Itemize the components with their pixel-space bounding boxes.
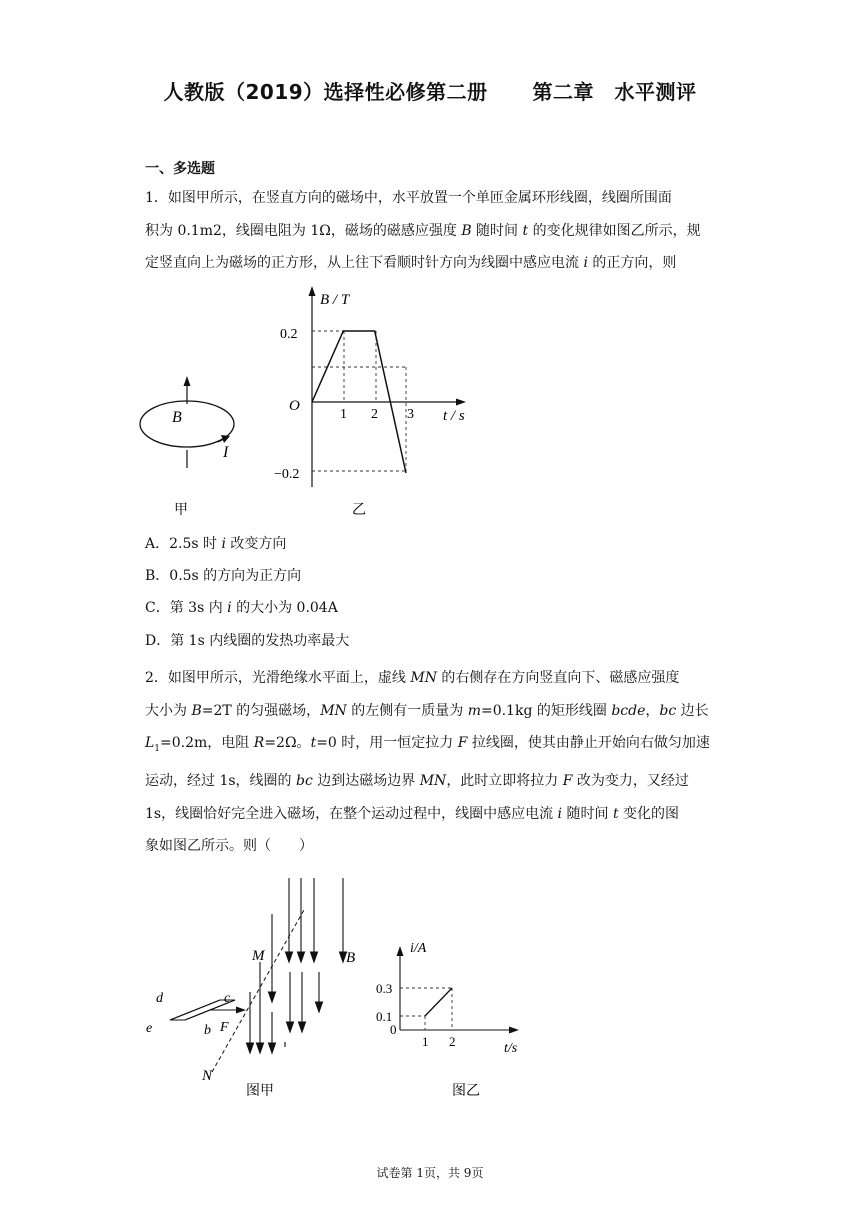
- title-part1: 人教版（2019）选择性必修第二册: [163, 80, 488, 104]
- question-1-text: 1．如图甲所示，在竖直方向的磁场中，水平放置一个单匝金属环形线圈，线圈所围面 积为 0.1m2，线圈电阻为 1Ω，磁场的磁感应强度 B 随时间 t 的变化规律如图乙所示，规 定竖直向上为磁场的正方形，从上往下看顺时针方向为线圈中感应电流 i 的正方向，则: [145, 190, 701, 271]
- it-ytick-03: 0.3: [376, 981, 393, 996]
- fig-yi-caption: 图乙: [452, 1084, 480, 1099]
- q1-option-d: D．第 1s 内线圈的发热功率最大: [145, 633, 350, 649]
- bt-xtick-2: 2: [371, 407, 378, 422]
- title-part2: 第二章 水平测评: [532, 80, 697, 104]
- q1-option-c: C．第 3s 内 i 的大小为 0.04A: [145, 600, 338, 616]
- it-ylabel: i/A: [410, 941, 427, 956]
- q1-figure-ring: [130, 372, 260, 522]
- label-N: N: [202, 1068, 213, 1084]
- page-title: [0, 76, 860, 105]
- it-ytick-01: 0.1: [376, 1009, 393, 1024]
- q1-option-a: A．2.5s 时 i 改变方向: [145, 536, 287, 552]
- label-c: c: [224, 991, 231, 1006]
- q1-option-b: B．0.5s 的方向为正方向: [145, 568, 302, 584]
- label-b: b: [204, 1023, 211, 1038]
- label-M: M: [252, 948, 265, 964]
- it-xlabel: t/s: [504, 1041, 518, 1056]
- bt-ytick-neg: −0.2: [274, 467, 300, 482]
- section-heading: 一、多选题: [145, 161, 215, 177]
- it-series-line: [425, 988, 452, 1016]
- bt-xtick-1: 1: [340, 407, 347, 422]
- bt-caption: 乙: [352, 503, 366, 518]
- label-F: F: [220, 1020, 229, 1035]
- it-origin: 0: [390, 1022, 397, 1037]
- ring-I-label: I: [223, 444, 229, 461]
- ring-caption: 甲: [174, 503, 188, 518]
- bt-ytick-pos: 0.2: [280, 327, 298, 342]
- bt-origin: O: [289, 398, 300, 414]
- label-e: e: [146, 1021, 153, 1036]
- question-2-text: 2．如图甲所示，光滑绝缘水平面上，虚线 MN 的右侧存在方向竖直向下、磁感应强度 大小为 B=2T 的匀强磁场，MN 的左侧有一质量为 m=0.1kg 的矩形线圈 bcde，bc 边长 $L_1=0.2m$，电阻 R=2Ω。t=0 时，用一恒定拉力 F 拉线圈，使其由静止开始向右做匀加速 运动，经过 1s，线圈的 bc 边到达磁场边界 MN，此时立即将拉力 F 改为变力，又经过 1s，线圈恰好完全进入磁场，在整个运动过程中，线圈中感应电流 i 随时间 t 变化的图 象如图乙所示。则（ ）: [145, 670, 710, 855]
- bt-xlabel: t / s: [443, 408, 465, 424]
- label-d: d: [156, 991, 163, 1006]
- q2-figure-field-loop: [140, 872, 370, 1102]
- it-xtick-2: 2: [449, 1034, 456, 1049]
- bt-xtick-3: 3: [407, 407, 414, 422]
- ring-B-label: B: [172, 409, 182, 426]
- q2-figure-it-graph: [372, 930, 532, 1100]
- bt-ylabel: B / T: [320, 292, 350, 308]
- page-footer: 试卷第 1页，共 9页: [376, 1166, 484, 1180]
- fig-jia-caption: 图甲: [246, 1084, 274, 1099]
- label-B: B: [346, 950, 356, 966]
- it-xtick-1: 1: [422, 1034, 429, 1049]
- q1-figure-bt-graph: [270, 282, 480, 522]
